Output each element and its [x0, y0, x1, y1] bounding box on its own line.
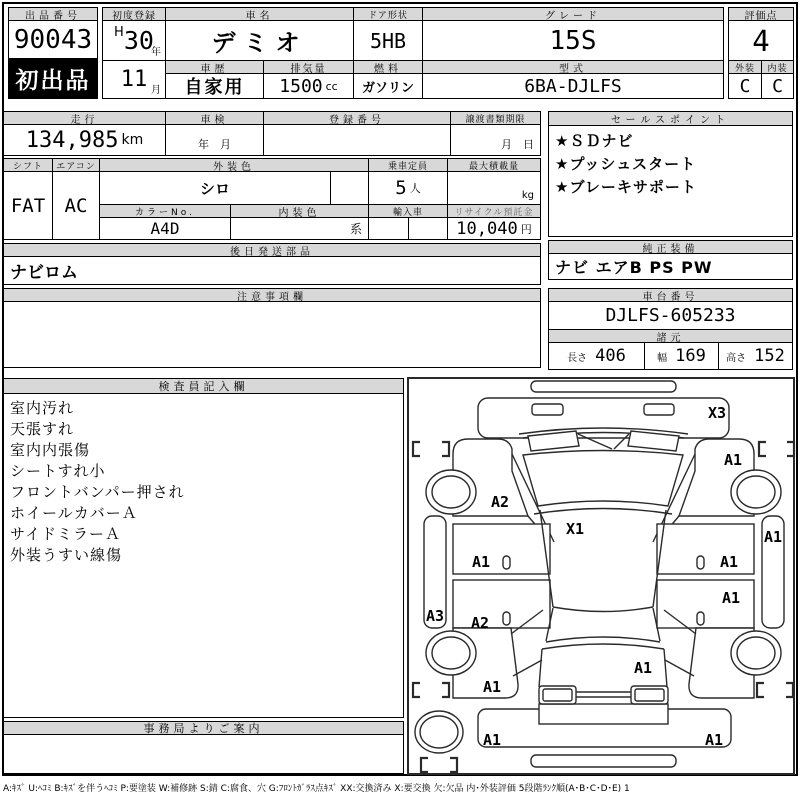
- front-bumper-strip: [531, 381, 676, 392]
- front-left-wheel: [426, 470, 476, 514]
- displacement: 1500: [279, 75, 323, 97]
- inspection-label: 車検: [165, 111, 264, 125]
- transfer-value: 月 日: [450, 124, 541, 156]
- rear-left-bracket: [413, 683, 449, 697]
- model-code-label: 型式: [422, 60, 724, 74]
- rear-window-bottom: [546, 637, 660, 642]
- aircon-value: AC: [52, 171, 100, 240]
- damage-label-A1: A1: [483, 678, 502, 696]
- sales-points-box: [548, 125, 793, 237]
- front-left-door: [453, 524, 550, 574]
- first-reg-label: 初度登録: [102, 7, 166, 21]
- mileage-cell: [3, 124, 166, 156]
- grade: 15S: [422, 20, 724, 61]
- damage-legend: A:ｷｽﾞ U:ﾍｺﾐ B:ｷｽﾞを伴うﾍｺﾐ P:要塗装 W:補修跡 S:錆 C:腐食、穴 G:ﾌﾛﾝﾄｶﾞﾗｽ点ｷｽﾞ XX:交換済み X:要交換 欠:欠品 内･外装評価 5段階ﾗﾝｸ順(A･B･C･D･E) 1: [3, 784, 630, 794]
- rear-bumper-strip: [531, 755, 676, 767]
- width-cell: [644, 342, 719, 370]
- recycle-unit: 円: [520, 222, 532, 236]
- reg-no-label: 登録番号: [263, 111, 451, 125]
- damage-label-A2: A2: [471, 614, 490, 632]
- recycle-label: リサイクル預託金: [447, 204, 541, 218]
- capacity-label: 乗車定員: [368, 158, 448, 172]
- interior-grade: C: [761, 73, 794, 99]
- sales-points-label: セールスポイント: [548, 111, 793, 126]
- damage-label-A1: A1: [720, 553, 739, 571]
- color-no-value: A4D: [99, 217, 231, 240]
- first-reg-month: 11: [120, 67, 148, 92]
- displacement-cell: [263, 73, 354, 99]
- reg-no-value: [263, 124, 451, 156]
- int-color-value: 系: [230, 217, 369, 240]
- history: 自家用: [165, 73, 264, 99]
- ext-color-value: シロ: [99, 171, 331, 205]
- damage-label-A1: A1: [634, 659, 653, 677]
- width-value: 169: [675, 346, 706, 366]
- damage-label-A1: A1: [724, 451, 743, 469]
- office-box: [3, 734, 404, 774]
- rear-right-bracket: [757, 683, 793, 697]
- shift-label: シフト: [3, 158, 53, 172]
- damage-label-A1: A1: [483, 731, 502, 749]
- car-damage-diagram: [406, 376, 796, 776]
- c-pillar-left-inner: [513, 660, 542, 676]
- front-right-door: [657, 524, 754, 574]
- first-reg-year-suffix: 年: [151, 47, 161, 58]
- height-label: 高さ: [726, 352, 747, 364]
- mileage-label: 走行: [3, 111, 166, 125]
- damage-label-X3: X3: [708, 404, 727, 422]
- model-code: 6BA-DJLFS: [422, 73, 724, 99]
- length-cell: [548, 342, 645, 370]
- equipment-label: 純正装備: [548, 240, 793, 254]
- width-label: 幅: [657, 352, 668, 364]
- displacement-label: 排気量: [263, 60, 354, 74]
- rear-left-door: [453, 580, 550, 628]
- length-value: 406: [595, 346, 626, 366]
- mileage: 134,985: [25, 127, 119, 153]
- door-shape: 5HB: [353, 20, 423, 61]
- equipment-value: ナビ エアB PS PW: [548, 253, 793, 280]
- capacity-unit: 人: [409, 182, 421, 195]
- color-no-label: カラーNo.: [99, 204, 231, 218]
- dimensions-label: 諸元: [548, 329, 793, 343]
- tailgate-top-line: [542, 644, 664, 649]
- car-name: デミオ: [165, 20, 354, 61]
- inspector-box: [3, 393, 404, 718]
- ext-color-code-cell: [330, 171, 369, 205]
- chassis-no-label: 車台番号: [548, 288, 793, 302]
- office-label: 事務局よりご案内: [3, 721, 404, 735]
- damage-label-X1: X1: [566, 520, 585, 538]
- spare-wheel: [415, 711, 463, 753]
- chassis-no-value: DJLFS-605233: [548, 301, 793, 330]
- history-label: 車歴: [165, 60, 264, 74]
- cowl-line: [534, 509, 672, 515]
- recycle-fee: 10,040: [456, 218, 518, 239]
- inspector-label: 検査員記入欄: [3, 378, 404, 394]
- auction-no-label: 出品番号: [8, 7, 98, 21]
- fuel: ガソリン: [353, 73, 423, 99]
- grade-label: グレード: [422, 7, 724, 21]
- later-parts-label: 後日発送部品: [3, 243, 541, 257]
- tailgate-left-edge: [539, 649, 542, 687]
- bottom-left-bracket: [421, 758, 457, 772]
- front-right-wheel: [731, 470, 781, 514]
- score-label: 評価点: [728, 7, 794, 21]
- displacement-unit: cc: [325, 79, 338, 93]
- roof-rear-edge: [553, 607, 653, 612]
- first-reg-year: 30: [123, 26, 154, 55]
- inspector-item: シートすれ小: [10, 462, 106, 480]
- import-label: 輸入車: [368, 204, 448, 218]
- first-listing-badge: 初出品: [8, 58, 98, 99]
- recycle-cell: [447, 217, 541, 240]
- interior-grade-label: 内装: [761, 60, 794, 74]
- max-load-unit: kg: [447, 171, 541, 205]
- inspector-item: 室内汚れ: [10, 399, 75, 417]
- left-mirror-bracket: [413, 442, 449, 456]
- inspector-item: 天張すれ: [10, 420, 75, 438]
- notes-box: [3, 301, 541, 368]
- rear-left-wheel: [426, 631, 476, 675]
- damage-label-A2: A2: [491, 493, 510, 511]
- later-parts-value: ナビロム: [3, 256, 541, 285]
- inspector-item: フロントバンパー押され: [10, 483, 185, 501]
- sales-point-item: ★ブレーキサポート: [555, 178, 697, 196]
- length-label: 長さ: [567, 352, 588, 364]
- sales-point-item: ★ＳＤナビ: [555, 132, 634, 150]
- damage-label-A1: A1: [472, 553, 491, 571]
- damage-label-A1: A1: [705, 731, 724, 749]
- inspector-item: サイドミラーＡ: [10, 525, 121, 543]
- exterior-grade-label: 外装: [728, 60, 762, 74]
- damage-label-A1: A1: [722, 589, 741, 607]
- score: 4: [728, 20, 794, 61]
- transfer-label: 譲渡書類期限: [450, 111, 541, 125]
- height-value: 152: [754, 346, 785, 366]
- auction-no: 90043: [8, 20, 98, 59]
- notes-label: 注意事項欄: [3, 288, 541, 302]
- ext-color-label: 外装色: [99, 158, 369, 172]
- import-cell-divider: [408, 218, 409, 239]
- first-reg-month-suffix: 月: [151, 85, 161, 96]
- height-cell: [718, 342, 793, 370]
- inspector-item: 外装うすい線傷: [10, 546, 123, 564]
- mileage-unit: km: [121, 132, 144, 148]
- inspector-item: ホイールカバーＡ: [10, 504, 138, 522]
- exterior-grade: C: [728, 73, 762, 99]
- door-shape-label: ドア形状: [353, 7, 423, 21]
- rear-right-wheel: [731, 631, 781, 675]
- capacity: 5: [395, 177, 407, 199]
- tailgate-lower: [539, 704, 668, 724]
- capacity-cell: [368, 171, 448, 205]
- right-mirror-bracket: [759, 442, 794, 456]
- int-color-label: 内装色: [230, 204, 369, 218]
- import-value: [368, 217, 448, 240]
- inspector-item: 室内内張傷: [10, 441, 91, 459]
- tailgate-right-edge: [664, 649, 667, 687]
- car-name-label: 車名: [165, 7, 354, 21]
- first-reg-era: H: [114, 25, 124, 40]
- fuel-label: 燃料: [353, 60, 423, 74]
- inspection-value: 年 月: [165, 124, 264, 156]
- c-pillar-right-inner: [665, 660, 694, 676]
- max-load-label: 最大積載量: [447, 158, 541, 172]
- sales-point-item: ★プッシュスタート: [555, 155, 697, 173]
- first-reg-month-cell: [102, 60, 166, 99]
- windshield: [523, 451, 683, 507]
- first-reg-year-cell: [102, 20, 166, 61]
- shift-value: FAT: [3, 171, 53, 240]
- aircon-label: エアコン: [52, 158, 100, 172]
- damage-label-A3: A3: [426, 607, 445, 625]
- damage-label-A1: A1: [764, 528, 783, 546]
